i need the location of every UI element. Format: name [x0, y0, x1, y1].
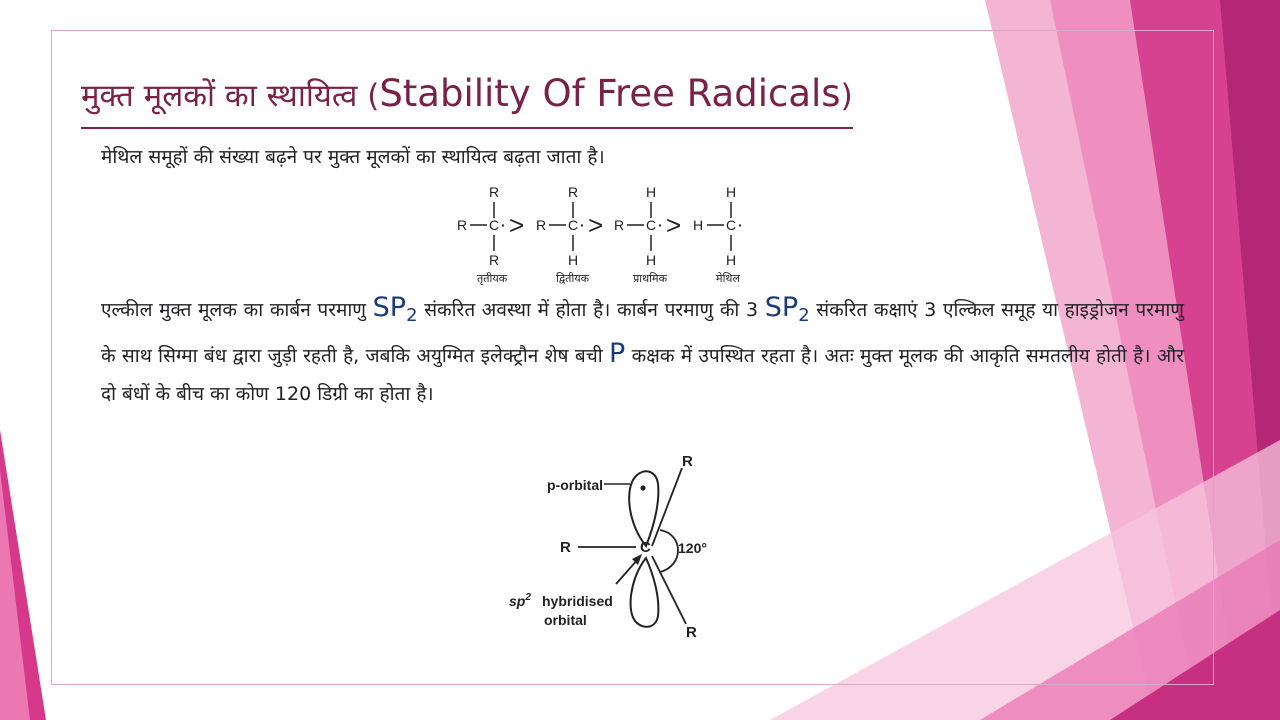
sp2-label: $SP_2$ [764, 292, 810, 326]
atom-r: R [568, 184, 579, 200]
atom-h: H [726, 184, 737, 200]
methyl-radical [693, 184, 743, 285]
radical-dot: · [738, 217, 743, 233]
hybridised-label: hybridised [542, 593, 613, 609]
label-tertiary: तृतीयक [477, 273, 508, 285]
sp2-label: $SP_2$ [372, 292, 418, 326]
radical-dot: · [658, 217, 663, 233]
greater-than-sign: > [588, 210, 604, 240]
radical-stability-chain-figure [445, 180, 765, 290]
label-secondary: द्वितीयक [556, 273, 590, 285]
title-hindi: मुक्त मूलकों का स्थायित्व ( [81, 78, 380, 114]
atom-h: H [646, 252, 657, 268]
slide-title [81, 70, 853, 129]
label-methyl: मेथिल [716, 273, 740, 285]
title-close: ) [840, 78, 853, 114]
primary-radical [614, 184, 668, 285]
orbital-diagram [500, 448, 740, 648]
secondary-radical [536, 184, 590, 285]
atom-h: H [693, 217, 704, 233]
tertiary-radical [457, 184, 508, 285]
p-label: P [609, 338, 626, 369]
para-text-1: एल्कील मुक्त मूलक का कार्बन परमाणु [101, 299, 373, 321]
para-text-2: संकरित अवस्था में होता है। कार्बन परमाणु की 3 [417, 299, 765, 321]
p-orbital-label: p-orbital [547, 477, 603, 493]
substituent-r-bottom: R [686, 624, 697, 641]
atom-r: R [614, 217, 625, 233]
label-primary: प्राथमिक [633, 273, 668, 285]
atom-r: R [489, 184, 500, 200]
orbital-label: orbital [544, 612, 587, 628]
title-english: Stability Of Free Radicals [379, 72, 841, 115]
substituent-r-left: R [560, 539, 571, 556]
atom-c: C [568, 217, 579, 233]
atom-h: H [726, 252, 737, 268]
sp2-label-text: $sp^2$ [509, 592, 531, 609]
radical-dot: · [580, 217, 585, 233]
atom-c: C [489, 217, 500, 233]
unpaired-electron [640, 485, 645, 490]
atom-c: C [646, 217, 657, 233]
intro-line: मेथिल समूहों की संख्या बढ़ने पर मुक्त मूलकों का स्थायित्व बढ़ता जाता है। [101, 146, 605, 168]
atom-r: R [457, 217, 468, 233]
atom-h: H [646, 184, 657, 200]
radical-dot: · [501, 217, 506, 233]
substituent-r-top: R [682, 453, 693, 470]
atom-r: R [536, 217, 547, 233]
bond-angle-label: 120° [678, 540, 707, 556]
atom-c: C [726, 217, 737, 233]
greater-than-sign: > [509, 210, 525, 240]
greater-than-sign: > [666, 210, 682, 240]
p-orbital-upper-lobe [629, 471, 658, 546]
para-text-4: कक्षक में उपस्थित रहता है। अतः मुक्त मूलक की आकृति समतलीय होती है। और दो बंधों के बीच का कोण 120 डिग्री का होता है। [101, 345, 1184, 405]
para-text-3: संकरित कक्षाएं 3 एल्किल समूह या हाइड्रोजन परमाणु के साथ सिग्मा बंध द्वारा जुड़ी रहती है, जबकि अयुग्मित इलेक्ट्रौन शेष बची [101, 299, 1184, 367]
p-orbital-lower-lobe [631, 558, 659, 627]
atom-h: H [568, 252, 579, 268]
carbon-center: C [640, 539, 651, 556]
atom-r: R [489, 252, 500, 268]
hybridisation-paragraph [101, 289, 1184, 413]
